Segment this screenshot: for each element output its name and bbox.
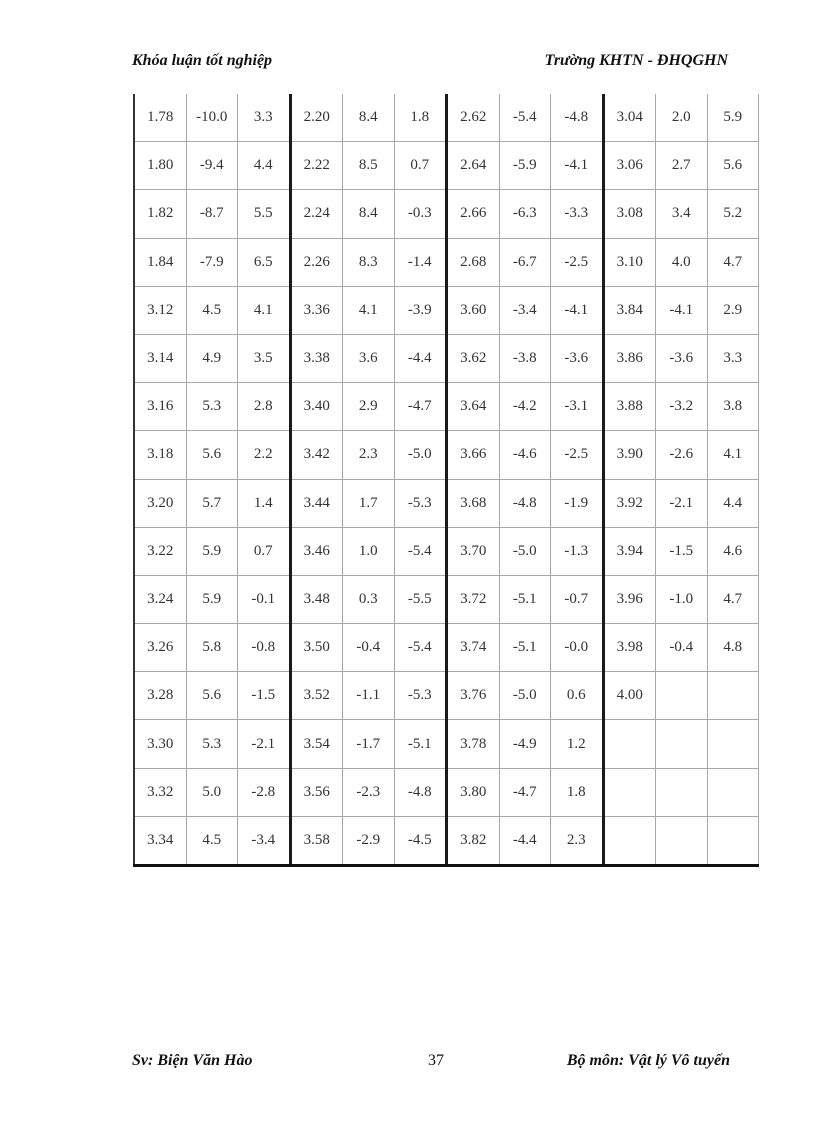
table-cell: 3.78: [447, 720, 500, 768]
table-cell: -4.4: [394, 334, 447, 382]
table-cell: 8.5: [343, 142, 395, 190]
table-cell: -6.3: [499, 190, 551, 238]
table-cell: -0.3: [394, 190, 447, 238]
table-row: [134, 672, 759, 720]
table-cell: -2.1: [656, 479, 708, 527]
table-cell: 3.74: [447, 624, 500, 672]
table-cell: 3.56: [290, 768, 343, 816]
table-cell: 3.76: [447, 672, 500, 720]
table-cell: 2.3: [343, 431, 395, 479]
table-cell: 3.36: [290, 286, 343, 334]
table-row: [134, 575, 759, 623]
table-cell: -5.4: [499, 94, 551, 142]
table-cell: 5.8: [186, 624, 238, 672]
table-cell: 3.26: [134, 624, 186, 672]
table-cell: -5.9: [499, 142, 551, 190]
table-cell: -3.9: [394, 286, 447, 334]
table-cell: 3.80: [447, 768, 500, 816]
footer-author: Sv: Biện Văn Hào: [132, 1052, 253, 1069]
table-cell: -4.2: [499, 383, 551, 431]
table-cell: 3.88: [603, 383, 656, 431]
table-cell: 0.7: [238, 527, 291, 575]
table-row: [134, 624, 759, 672]
table-cell: [707, 720, 759, 768]
table-cell: 2.62: [447, 94, 500, 142]
table-cell: -3.1: [551, 383, 604, 431]
table-cell: 3.22: [134, 527, 186, 575]
table-cell: 1.78: [134, 94, 186, 142]
table-cell: 3.52: [290, 672, 343, 720]
table-cell: 3.64: [447, 383, 500, 431]
table-row: [134, 431, 759, 479]
table-cell: 3.32: [134, 768, 186, 816]
table-cell: 3.12: [134, 286, 186, 334]
table-cell: -2.8: [238, 768, 291, 816]
table-cell: -4.5: [394, 816, 447, 865]
table-cell: -5.1: [394, 720, 447, 768]
table-cell: -5.0: [499, 672, 551, 720]
table-cell: 3.20: [134, 479, 186, 527]
table-cell: 2.24: [290, 190, 343, 238]
table-cell: 0.7: [394, 142, 447, 190]
data-table: [133, 94, 759, 867]
table-cell: -4.9: [499, 720, 551, 768]
table-row: [134, 720, 759, 768]
table-cell: 5.2: [707, 190, 759, 238]
table-cell: 3.82: [447, 816, 500, 865]
table-cell: 4.5: [186, 816, 238, 865]
table-cell: 4.4: [707, 479, 759, 527]
table-cell: 5.3: [186, 720, 238, 768]
table-cell: -10.0: [186, 94, 238, 142]
table-cell: 3.06: [603, 142, 656, 190]
table-cell: 3.6: [343, 334, 395, 382]
table-cell: 3.38: [290, 334, 343, 382]
table-cell: -4.1: [551, 142, 604, 190]
table-cell: 3.18: [134, 431, 186, 479]
table-cell: -3.6: [656, 334, 708, 382]
table-cell: 4.7: [707, 575, 759, 623]
table-cell: [656, 672, 708, 720]
table-cell: -2.9: [343, 816, 395, 865]
table-cell: -5.4: [394, 527, 447, 575]
table-cell: 5.9: [186, 575, 238, 623]
table-cell: 3.44: [290, 479, 343, 527]
table-cell: 1.80: [134, 142, 186, 190]
table-cell: -0.8: [238, 624, 291, 672]
table-row: [134, 190, 759, 238]
table-cell: -1.3: [551, 527, 604, 575]
table-cell: 3.3: [238, 94, 291, 142]
table-cell: 1.2: [551, 720, 604, 768]
table-cell: 8.4: [343, 190, 395, 238]
header-left-title: Khóa luận tốt nghiệp: [132, 52, 273, 69]
table-cell: -0.4: [343, 624, 395, 672]
table-cell: 3.14: [134, 334, 186, 382]
table-cell: 3.4: [656, 190, 708, 238]
table-cell: 3.40: [290, 383, 343, 431]
table-cell: 4.9: [186, 334, 238, 382]
table-cell: 2.66: [447, 190, 500, 238]
table-row: [134, 238, 759, 286]
table-cell: 1.4: [238, 479, 291, 527]
table-cell: 3.72: [447, 575, 500, 623]
table-cell: -1.9: [551, 479, 604, 527]
table-cell: 1.0: [343, 527, 395, 575]
table-cell: 4.1: [343, 286, 395, 334]
table-cell: 6.5: [238, 238, 291, 286]
table-cell: 0.6: [551, 672, 604, 720]
table-cell: 3.48: [290, 575, 343, 623]
table-cell: -4.1: [551, 286, 604, 334]
table-cell: 3.62: [447, 334, 500, 382]
table-row: [134, 334, 759, 382]
table-cell: 2.3: [551, 816, 604, 865]
table-cell: 3.24: [134, 575, 186, 623]
table-cell: -2.5: [551, 431, 604, 479]
table-cell: -3.4: [238, 816, 291, 865]
table-cell: -3.4: [499, 286, 551, 334]
table-cell: [707, 816, 759, 865]
table-cell: 3.04: [603, 94, 656, 142]
table-row: [134, 479, 759, 527]
table-cell: 5.6: [707, 142, 759, 190]
table-cell: 2.20: [290, 94, 343, 142]
table-cell: -4.1: [656, 286, 708, 334]
table-cell: 3.28: [134, 672, 186, 720]
table-cell: 3.08: [603, 190, 656, 238]
table-cell: 3.34: [134, 816, 186, 865]
table-cell: [707, 768, 759, 816]
table-cell: [707, 672, 759, 720]
table-cell: 4.1: [238, 286, 291, 334]
table-cell: 4.00: [603, 672, 656, 720]
table-cell: 4.6: [707, 527, 759, 575]
table-cell: [656, 768, 708, 816]
table-cell: 3.90: [603, 431, 656, 479]
table-cell: -2.5: [551, 238, 604, 286]
table-cell: 5.5: [238, 190, 291, 238]
table-cell: 3.8: [707, 383, 759, 431]
table-cell: 1.84: [134, 238, 186, 286]
table-cell: 2.22: [290, 142, 343, 190]
table-cell: 1.7: [343, 479, 395, 527]
table-cell: 5.9: [186, 527, 238, 575]
table-cell: 2.26: [290, 238, 343, 286]
table-cell: -3.8: [499, 334, 551, 382]
table-cell: 3.68: [447, 479, 500, 527]
table-cell: 8.3: [343, 238, 395, 286]
table-cell: -2.1: [238, 720, 291, 768]
table-cell: -0.1: [238, 575, 291, 623]
table-cell: -0.0: [551, 624, 604, 672]
table-cell: -3.2: [656, 383, 708, 431]
table-cell: 3.98: [603, 624, 656, 672]
table-cell: 3.3: [707, 334, 759, 382]
table-cell: 5.6: [186, 672, 238, 720]
footer-department: Bộ môn: Vật lý Vô tuyến: [566, 1052, 730, 1069]
table-cell: 3.86: [603, 334, 656, 382]
table-cell: 3.42: [290, 431, 343, 479]
table-cell: 2.9: [343, 383, 395, 431]
table-cell: 1.82: [134, 190, 186, 238]
table-cell: -4.7: [499, 768, 551, 816]
table-cell: 2.68: [447, 238, 500, 286]
table-cell: -1.7: [343, 720, 395, 768]
table-cell: [656, 720, 708, 768]
table-cell: 4.1: [707, 431, 759, 479]
table-cell: -1.1: [343, 672, 395, 720]
table-cell: 3.5: [238, 334, 291, 382]
header-right-title: Trường KHTN - ĐHQGHN: [544, 52, 728, 69]
table-cell: 3.94: [603, 527, 656, 575]
table-cell: -8.7: [186, 190, 238, 238]
table-cell: -3.3: [551, 190, 604, 238]
table-row: [134, 816, 759, 865]
table-cell: 3.60: [447, 286, 500, 334]
table-row: [134, 527, 759, 575]
table-cell: -2.6: [656, 431, 708, 479]
table-row: [134, 142, 759, 190]
table-cell: 5.0: [186, 768, 238, 816]
table-cell: -4.8: [551, 94, 604, 142]
table-cell: 2.9: [707, 286, 759, 334]
table-cell: 3.30: [134, 720, 186, 768]
table-cell: -4.8: [499, 479, 551, 527]
table-cell: 3.92: [603, 479, 656, 527]
table-cell: 1.8: [394, 94, 447, 142]
table-cell: 3.10: [603, 238, 656, 286]
table-cell: -4.7: [394, 383, 447, 431]
table-cell: -1.5: [656, 527, 708, 575]
table-cell: 3.50: [290, 624, 343, 672]
table-cell: 3.46: [290, 527, 343, 575]
table-row: [134, 94, 759, 142]
table-cell: -5.5: [394, 575, 447, 623]
table-cell: -2.3: [343, 768, 395, 816]
table-cell: [603, 720, 656, 768]
table-cell: 5.7: [186, 479, 238, 527]
table-row: [134, 768, 759, 816]
table-cell: -0.7: [551, 575, 604, 623]
table-cell: 2.64: [447, 142, 500, 190]
table-cell: -7.9: [186, 238, 238, 286]
table-cell: 5.3: [186, 383, 238, 431]
table-cell: 0.3: [343, 575, 395, 623]
table-cell: 3.70: [447, 527, 500, 575]
table-cell: 3.96: [603, 575, 656, 623]
table-cell: 4.4: [238, 142, 291, 190]
table-cell: 3.84: [603, 286, 656, 334]
table-cell: 3.66: [447, 431, 500, 479]
table-cell: 2.0: [656, 94, 708, 142]
table-cell: 4.0: [656, 238, 708, 286]
table-cell: -9.4: [186, 142, 238, 190]
table-cell: -4.8: [394, 768, 447, 816]
table-cell: -5.3: [394, 672, 447, 720]
table-row: [134, 286, 759, 334]
table-cell: [603, 816, 656, 865]
table-cell: -5.1: [499, 575, 551, 623]
table-cell: -5.0: [394, 431, 447, 479]
table-cell: -1.5: [238, 672, 291, 720]
table-cell: -5.0: [499, 527, 551, 575]
table-cell: 1.8: [551, 768, 604, 816]
page-number: 37: [428, 1052, 444, 1069]
table-cell: 5.6: [186, 431, 238, 479]
table-cell: [603, 768, 656, 816]
table-cell: -4.4: [499, 816, 551, 865]
table-cell: -5.4: [394, 624, 447, 672]
table-cell: 8.4: [343, 94, 395, 142]
table-cell: -4.6: [499, 431, 551, 479]
table-cell: 2.8: [238, 383, 291, 431]
table-cell: 3.54: [290, 720, 343, 768]
table-cell: 3.58: [290, 816, 343, 865]
table-cell: 4.8: [707, 624, 759, 672]
table-cell: 4.5: [186, 286, 238, 334]
table-cell: 4.7: [707, 238, 759, 286]
table-cell: [656, 816, 708, 865]
table-cell: -1.0: [656, 575, 708, 623]
table-cell: -6.7: [499, 238, 551, 286]
table-cell: -5.1: [499, 624, 551, 672]
table-cell: 2.7: [656, 142, 708, 190]
table-cell: 5.9: [707, 94, 759, 142]
table-cell: 2.2: [238, 431, 291, 479]
data-table-body: [134, 94, 759, 866]
table-row: [134, 383, 759, 431]
table-cell: 3.16: [134, 383, 186, 431]
table-cell: -1.4: [394, 238, 447, 286]
table-cell: -5.3: [394, 479, 447, 527]
table-cell: -0.4: [656, 624, 708, 672]
table-cell: -3.6: [551, 334, 604, 382]
